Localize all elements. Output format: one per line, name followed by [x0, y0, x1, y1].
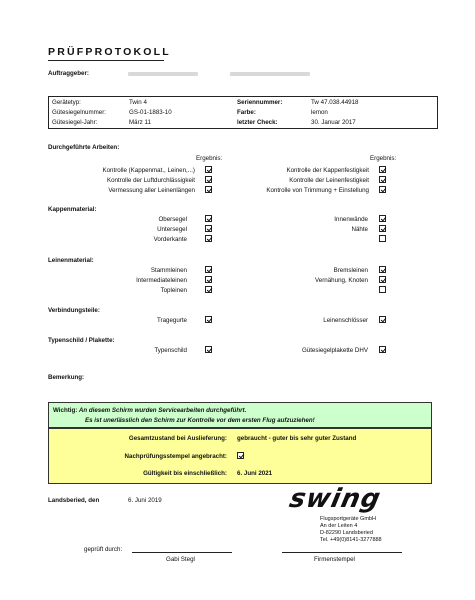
- page-title: PRÜFPROTOKOLL: [48, 46, 171, 58]
- kappe-right-checkbox[interactable]: [379, 235, 386, 242]
- arbeiten-left-label: Kontrolle (Kappenmat., Leinen,...): [102, 167, 195, 174]
- jahr-label: Gütesiegel-Jahr:: [52, 119, 98, 126]
- leinen-left-checkbox[interactable]: [205, 276, 212, 283]
- leinen-left-label: Intermediateleinen: [136, 277, 187, 284]
- kappe-left-checkbox[interactable]: [205, 235, 212, 242]
- arbeiten-right-checkbox[interactable]: [379, 166, 386, 173]
- logo-text: swing: [286, 484, 384, 514]
- bemerkung-label: Bemerkung:: [48, 374, 85, 381]
- kappe-right-label: Innenwände: [334, 216, 368, 223]
- kappe-right-label: Nähte: [351, 226, 368, 233]
- leinen-right-checkbox[interactable]: [379, 266, 386, 273]
- arbeiten-right-checkbox[interactable]: [379, 176, 386, 183]
- serien-value: Tw 47.038.44918: [311, 99, 359, 106]
- arbeiten-right-label: Kontrolle der Kappenfestigkeit: [286, 167, 369, 174]
- stempel-checkbox[interactable]: [237, 452, 244, 459]
- geraetetyp-value: Twin 4: [129, 99, 147, 106]
- typenschild-heading: Typenschild / Plakette:: [48, 337, 115, 344]
- kappe-left-checkbox[interactable]: [205, 215, 212, 222]
- typenschild-left-checkbox[interactable]: [205, 346, 212, 353]
- kappe-left-label: Vorderkante: [153, 236, 187, 243]
- gueltig-label: Gültigkeit bis einschließlich:: [143, 470, 227, 477]
- swing-logo: [287, 484, 384, 514]
- geprueft-label: geprüft durch:: [84, 546, 123, 553]
- place-label: Landsberied, den: [48, 497, 100, 504]
- kappe-left-label: Obersegel: [158, 216, 187, 223]
- signature-line: [132, 552, 232, 553]
- serien-label: Seriennummer:: [237, 99, 283, 106]
- kappe-right-checkbox[interactable]: [379, 225, 386, 232]
- verbindung-left-checkbox[interactable]: [205, 316, 212, 323]
- redacted-client-info: [230, 72, 310, 76]
- stempel-label: Nachprüfungsstempel angebracht:: [124, 453, 227, 460]
- jahr-value: März 11: [129, 119, 151, 126]
- company-line4: Tel. +49(0)8141-3277888: [320, 537, 382, 543]
- gesamt-value: gebraucht - guter bis sehr guter Zustand: [237, 435, 357, 442]
- farbe-label: Farbe:: [237, 109, 256, 116]
- arbeiten-right-label: Kontrolle von Trimmung + Einstellung: [266, 187, 369, 194]
- leinen-right-checkbox[interactable]: [379, 276, 386, 283]
- gesamt-label: Gesamtzustand bei Auslieferung:: [128, 435, 227, 442]
- leinen-right-checkbox[interactable]: [379, 286, 386, 293]
- check-value: 30. Januar 2017: [311, 119, 356, 126]
- verbindung-left-label: Tragegurte: [156, 317, 187, 324]
- guetesiegel-value: GS-01-1883-10: [129, 109, 172, 116]
- leinen-left-checkbox[interactable]: [205, 266, 212, 273]
- date-value: 6. Juni 2019: [128, 497, 162, 504]
- arbeiten-heading: Durchgeführte Arbeiten:: [48, 144, 120, 151]
- typenschild-right-label: Gütesiegelplakette DHV: [301, 347, 368, 354]
- notice-prefix: Wichtig:: [53, 407, 78, 414]
- verbindung-right-label: Leinenschlösser: [323, 317, 368, 324]
- geraetetyp-label: Gerätetyp:: [52, 99, 81, 106]
- arbeiten-left-checkbox[interactable]: [205, 186, 212, 193]
- kappe-left-label: Untersegel: [157, 226, 187, 233]
- check-label: letzter Check:: [237, 119, 278, 126]
- gueltig-value: 6. Juni 2021: [237, 470, 273, 477]
- kappe-left-checkbox[interactable]: [205, 225, 212, 232]
- leinen-right-label: Bremsleinen: [333, 267, 368, 274]
- verbindung-heading: Verbindungsteile:: [48, 307, 100, 314]
- farbe-value: lemon: [311, 109, 328, 116]
- company-line1: Flugsportgeräte GmbH: [320, 516, 376, 522]
- redacted-client-name: [128, 72, 198, 76]
- ergebnis-right-header: Ergebnis:: [370, 155, 397, 162]
- typenschild-right-checkbox[interactable]: [379, 346, 386, 353]
- leinen-left-label: Stammleinen: [150, 267, 187, 274]
- arbeiten-left-label: Vermessung aller Leinenlängen: [108, 187, 195, 194]
- auftraggeber-label: Auftraggeber:: [48, 70, 89, 77]
- company-line2: An der Leiten 4: [320, 523, 358, 529]
- title-underline: [48, 60, 164, 61]
- leinen-right-label: Vernähung, Knoten: [315, 277, 368, 284]
- typenschild-left-label: Typenschild: [154, 347, 187, 354]
- arbeiten-left-checkbox[interactable]: [205, 176, 212, 183]
- inspector-name: Gabi Stegl: [166, 556, 195, 563]
- kappe-heading: Kappenmaterial:: [48, 206, 97, 213]
- notice-line2: Es ist unerlässlich den Schirm zur Kontrolle vor dem ersten Flug aufzuziehen!: [85, 417, 315, 424]
- arbeiten-left-checkbox[interactable]: [205, 166, 212, 173]
- ergebnis-left-header: Ergebnis:: [196, 155, 223, 162]
- important-notice: [48, 402, 432, 428]
- company-line3: D-82290 Landsberied: [320, 530, 373, 536]
- notice-line1: An diesem Schirm wurden Servicearbeiten durchgeführt.: [78, 407, 247, 414]
- leinen-left-label: Topleinen: [160, 287, 187, 294]
- leinen-left-checkbox[interactable]: [205, 286, 212, 293]
- arbeiten-right-checkbox[interactable]: [379, 186, 386, 193]
- stamp-line: [282, 552, 402, 553]
- firmenstempel-label: Firmenstempel: [314, 556, 355, 563]
- leinen-heading: Leinenmaterial:: [48, 257, 94, 264]
- verbindung-right-checkbox[interactable]: [379, 316, 386, 323]
- kappe-right-checkbox[interactable]: [379, 215, 386, 222]
- arbeiten-left-label: Kontrolle der Luftdurchlässigkeit: [106, 177, 195, 184]
- arbeiten-right-label: Kontrolle der Leinenfestigkeit: [289, 177, 369, 184]
- device-info-box: [48, 96, 438, 129]
- guetesiegel-label: Gütesiegelnummer:: [52, 109, 106, 116]
- summary-box: [48, 428, 432, 484]
